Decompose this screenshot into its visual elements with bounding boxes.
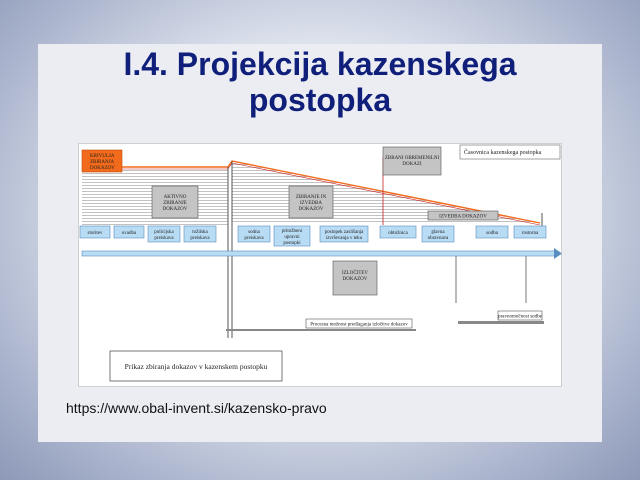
timeline-bar <box>82 251 556 256</box>
zbiranje-line-3: DOKAZOV <box>298 207 324 212</box>
timeline-arrowhead <box>554 248 562 259</box>
aktivno-line-2: ZBIRANJE <box>163 201 187 206</box>
source-url[interactable]: https://www.obal-invent.si/kazensko-pravo <box>66 400 327 416</box>
stage-sodba-text: sodba <box>486 231 498 236</box>
zbiranje-line-2: IZVEDBA <box>300 201 322 206</box>
stage-pritozbeni-text-1: pritožbeni <box>281 229 303 234</box>
orange-box-line-1: KRIVULJA <box>90 154 115 159</box>
stage-policijska-text-2: preiskava <box>154 236 174 241</box>
izvedba-text: IZVEDBA DOKAZOV <box>439 214 487 220</box>
timeline-diagram <box>78 143 562 387</box>
title-line-2: postopka <box>248 82 392 118</box>
pravnomocnost-bar <box>458 321 544 324</box>
stage-tozilska-text-2: preiskava <box>190 236 210 241</box>
stage-postopek-text-1: postopek zaslišanja <box>324 230 364 235</box>
bottom-note-text: Procesna možnost predlaganja izločitve dokazov <box>310 322 408 328</box>
stage-obtoznica-text: obtožnica <box>388 231 408 236</box>
stage-rostorna-text: rostorna <box>521 231 539 236</box>
diagram-svg <box>78 143 562 387</box>
aktivno-line-3: DOKAZOV <box>162 207 188 212</box>
zbrani-dokazi-box <box>383 147 441 175</box>
stage-postopek-text-2: izvrševanja v teku <box>325 236 363 241</box>
pravnomocnost-text: pravnomočnost sodbe <box>498 314 542 320</box>
aktivno-line-1: AKTIVNO <box>163 195 187 200</box>
zbiranje-line-1: ZBIRANJE IN <box>295 195 327 200</box>
caption-text: Prikaz zbiranja dokazov v kazenskem postopku <box>124 362 268 371</box>
stage-sodna-text-1: sodna <box>248 230 260 235</box>
slide-title <box>0 46 640 118</box>
title-line-1: I.4. Projekcija kazenskega <box>123 46 517 82</box>
header-box-text: Časovnica kazenskega postopka <box>464 150 542 156</box>
stage-pritozbeni-text-2: upravni <box>284 235 300 240</box>
izlocitev-line-1: IZLOČITEV <box>341 271 369 276</box>
stage-storitev-text: storitev <box>87 231 103 236</box>
stage-sodna-text-2: preiskava <box>244 236 264 241</box>
stage-glavna-text-2: obravnava <box>427 236 449 241</box>
stage-policijska-text-1: policijska <box>154 230 174 235</box>
stage-glavna-text-1: glavna <box>431 230 445 235</box>
zbrani-line-1: ZBRANI OBREMENILNI <box>384 156 440 161</box>
stage-ovadba-text: ovadba <box>121 231 137 236</box>
stage-tozilska-text-1: tožilska <box>192 230 208 235</box>
bottom-note-bar <box>226 329 416 331</box>
zbrani-line-2: DOKAZI <box>402 162 422 167</box>
orange-box-line-2: ZBIRANJA <box>90 160 115 165</box>
orange-box-line-3: DOKAZOV <box>90 166 115 171</box>
stage-pritozbeni-text-3: postopki <box>283 241 301 246</box>
izlocitev-line-2: DOKAZOV <box>342 277 368 282</box>
